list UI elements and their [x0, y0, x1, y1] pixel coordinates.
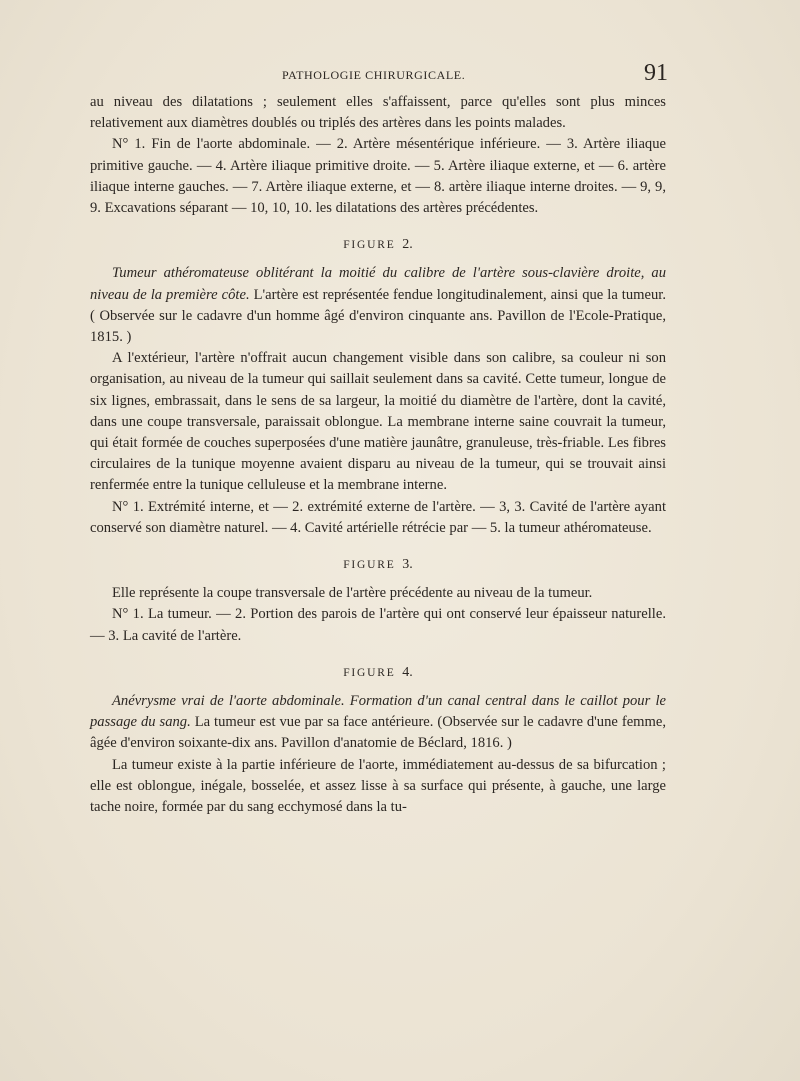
figure-4-caption	[90, 691, 666, 755]
figure-4-description: La tumeur est vue par sa face antérieure. (Observée sur le cadavre d'une femme, âgée d'environ soixante-dix ans. Pavillon d'anatomie de Béclard, 1816. )	[90, 714, 667, 752]
figure-2-description: L'artère est représentée fendue longitudinalement, ainsi que la tumeur. ( Observée sur le cadavre d'un homme âgé d'environ cinquante ans. Pavillon de l'Ecole-Pratique, 1815. )	[90, 286, 666, 346]
running-title: PATHOLOGIE CHIRURGICALE.	[282, 68, 466, 82]
running-head	[0, 60, 800, 88]
figure-4-body: La tumeur existe à la partie inférieure de l'aorte, immédiatement au-dessus de sa bifurcation ; elle est oblongue, inégale, bosselée, et assez lisse à sa surface qui présente, à gauche, une large tache noire, formée par du sang ecchymosé dans la tu-	[90, 756, 666, 816]
figure-2-heading	[90, 234, 666, 256]
figure-4-number: 4.	[402, 664, 413, 680]
figure-3-caption: Elle représente la coupe transversale de l'artère précédente au niveau de la tumeur.	[112, 585, 593, 602]
figure-3-legend: N° 1. La tumeur. — 2. Portion des parois de l'artère qui ont conservé leur épaisseur naturelle. — 3. La cavité de l'artère.	[90, 606, 666, 644]
figure-3-number: 3.	[402, 557, 413, 573]
body-text	[90, 92, 666, 818]
figure-4-label: FIGURE	[343, 666, 396, 679]
page-number: 91	[644, 60, 668, 86]
figure-4-heading	[90, 662, 666, 684]
figure-2-label: FIGURE	[343, 239, 396, 252]
figure-2-caption	[90, 263, 666, 348]
figure-2-title: Tumeur athéromateuse oblitérant la moitié du calibre de l'artère sous-clavière droite, au niveau de la première côte.	[90, 265, 666, 303]
paragraph-continuation: au niveau des dilatations ; seulement elles s'affaissent, parce qu'elles sont plus minces relativement aux diamètres doublés ou triplés des artères dans les points malades.	[90, 94, 666, 132]
figure-3-heading	[90, 554, 666, 576]
legend-figure-1: N° 1. Fin de l'aorte abdominale. — 2. Artère mésentérique inférieure. — 3. Artère iliaque primitive gauche. — 4. Artère iliaque primitive droite. — 5. Artère iliaque externe, et — 6. artère iliaque interne gauches. — 7. Artère iliaque externe, et — 8. artère iliaque interne droites. — 9, 9, 9. Excavations séparant — 10, 10, 10. les dilatations des artères précédentes.	[90, 136, 666, 217]
figure-3-label: FIGURE	[343, 559, 396, 572]
figure-2-legend: N° 1. Extrémité interne, et — 2. extrémité externe de l'artère. — 3, 3. Cavité de l'artère ayant conservé son diamètre naturel. — 4. Cavité artérielle rétrécie par — 5. la tumeur athéromateuse.	[90, 498, 666, 536]
figure-4-title: Anévrysme vrai de l'aorte abdominale. Formation d'un canal central dans le caillot pour le passage du sang.	[90, 693, 666, 731]
figure-2-body: A l'extérieur, l'artère n'offrait aucun changement visible dans son calibre, sa couleur ni son organisation, au niveau de la tumeur qui saillait seulement dans sa cavité. Cette tumeur, longue de six lignes, embrassait, dans le sens de sa largeur, la moitié du diamètre de l'artère, dont la cavité, dans une coupe transversale, paraissait oblongue. La membrane interne saine couvrait la tumeur, qui était formée de couches superposées d'une matière jaunâtre, granuleuse, très-friable. Les fibres circulaires de la tunique moyenne avaient disparu au niveau de la tumeur, qui se trouvait ainsi renfermée entre la tunique celluleuse et la membrane interne.	[90, 350, 666, 494]
figure-2-number: 2.	[402, 237, 413, 253]
